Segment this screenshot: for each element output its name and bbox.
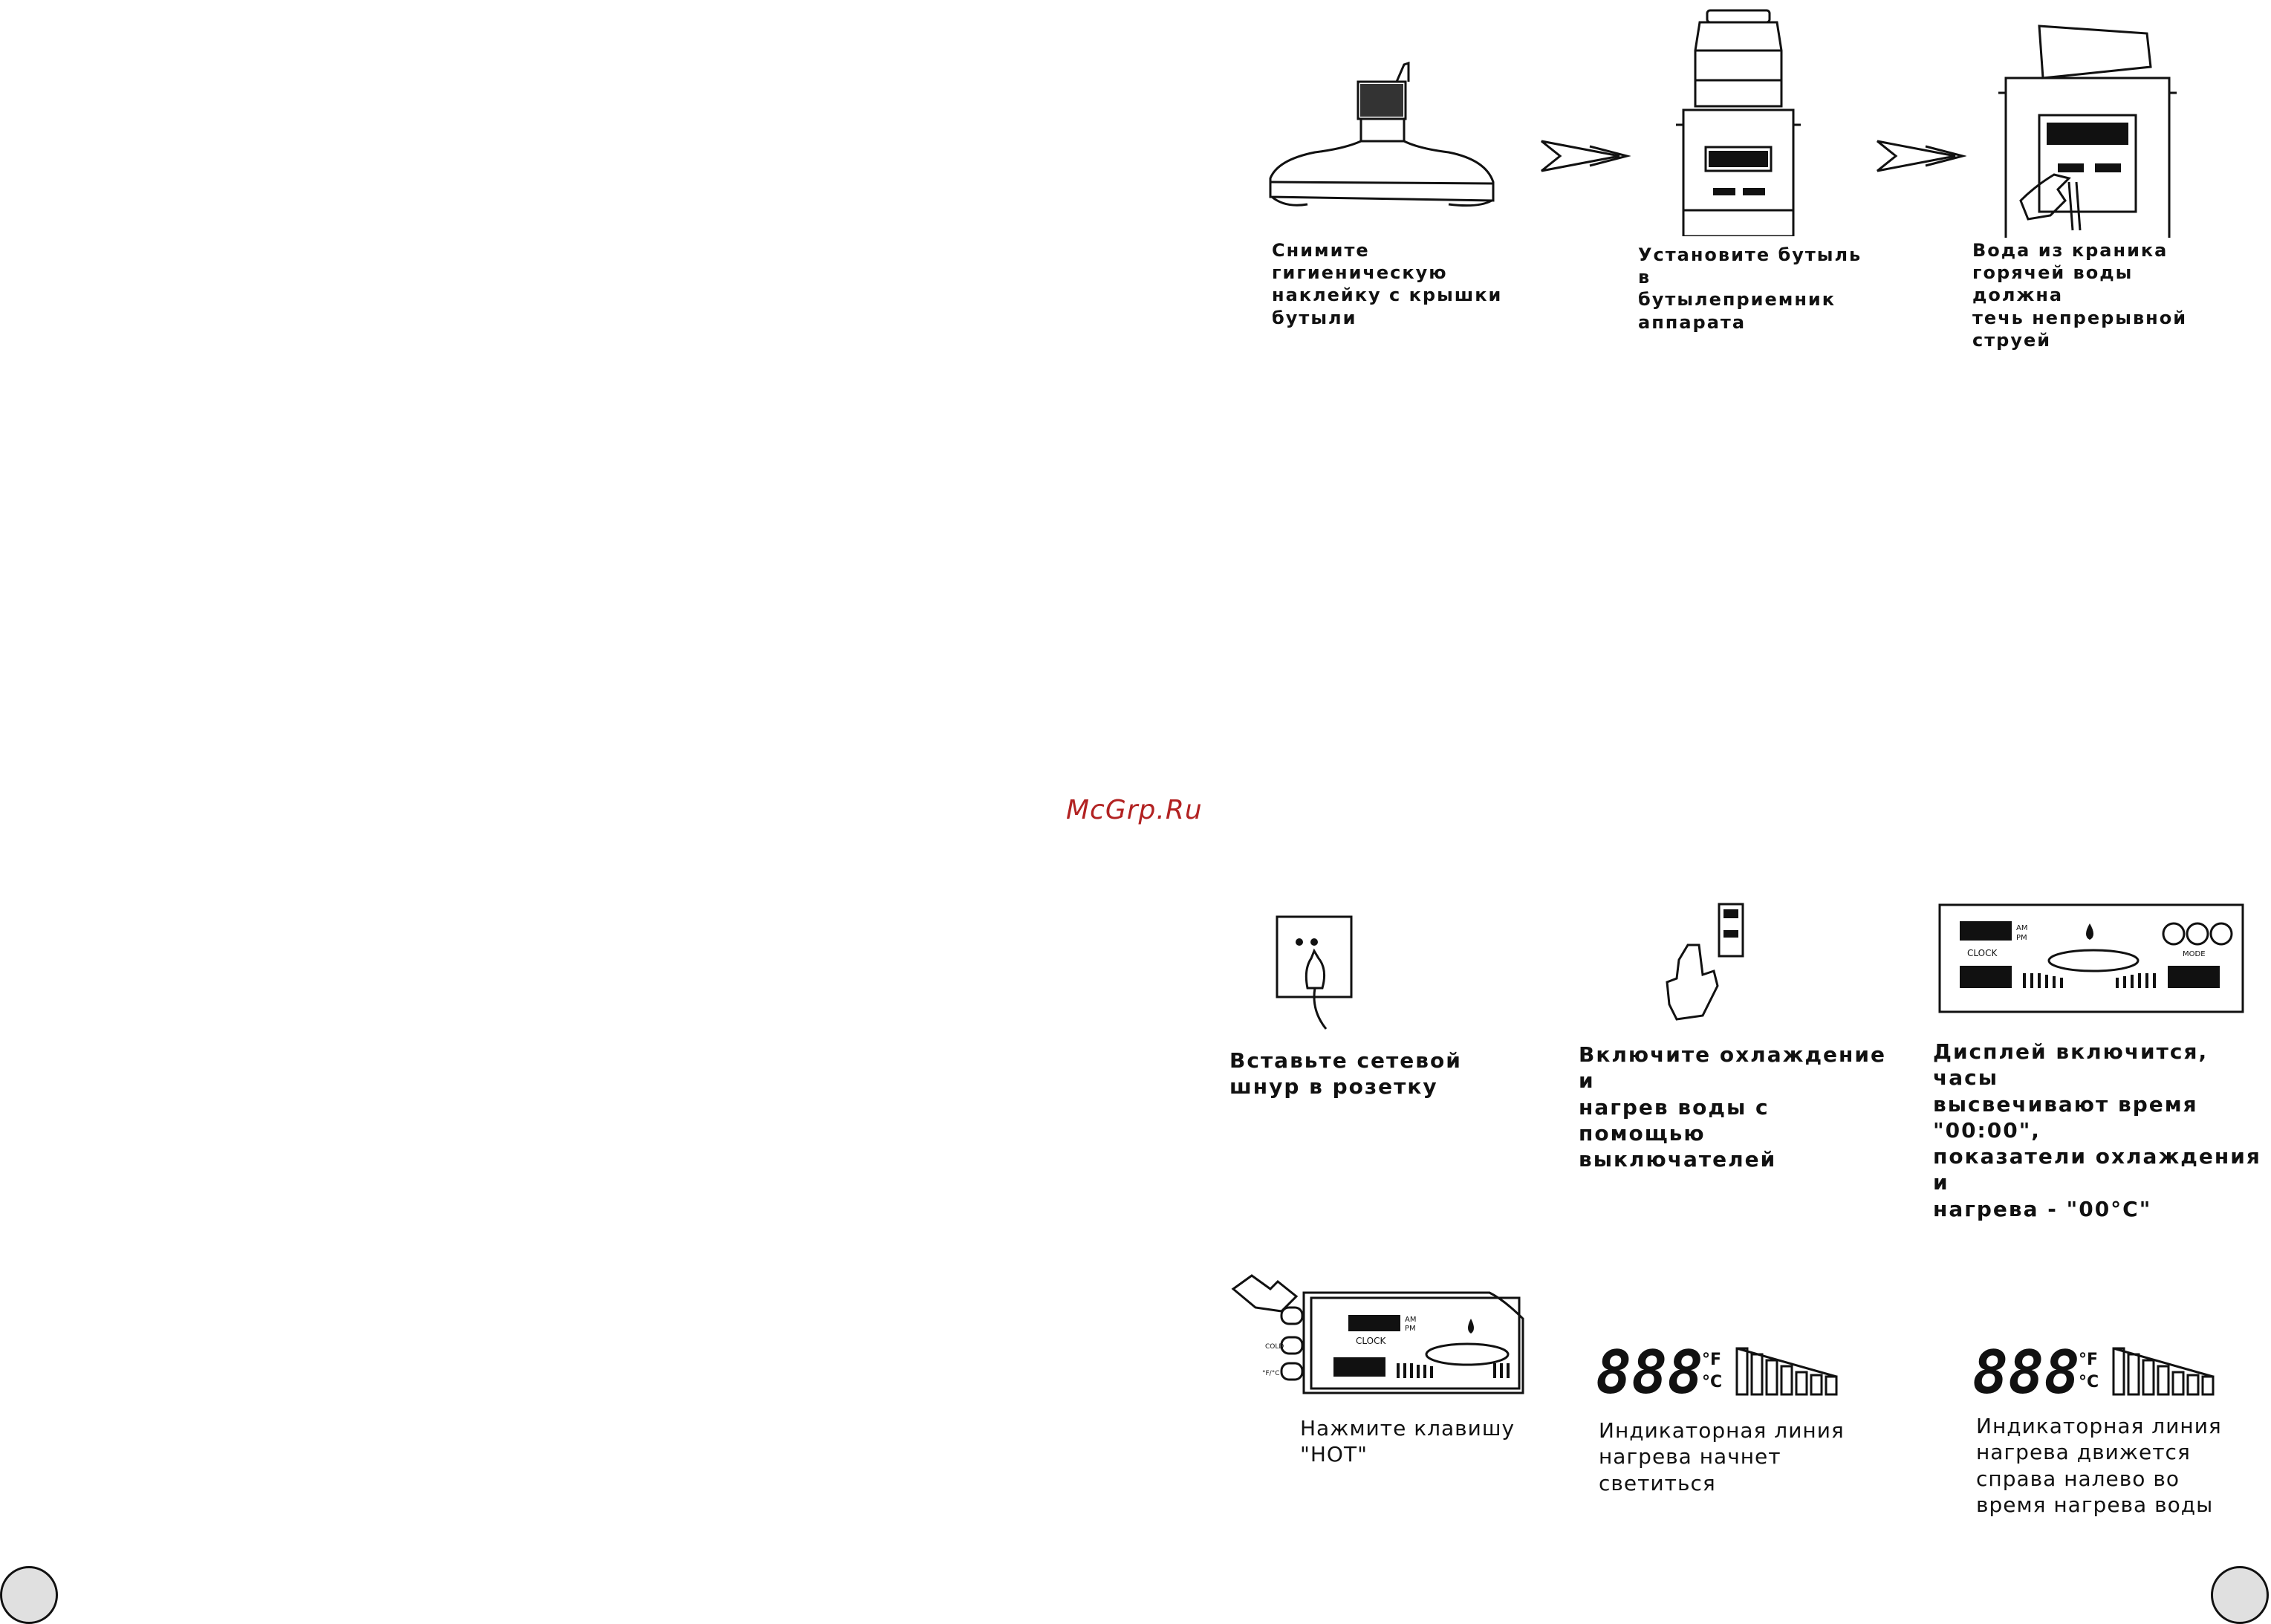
panel-am-label: AM <box>1405 1316 1417 1324</box>
arrow-right-icon <box>1874 137 1966 175</box>
step3-caption: Вода из краника горячей воды должна течь непрерывной струей <box>1972 240 2188 351</box>
hand-switch-illustration <box>1658 900 1747 1023</box>
am-label: AM <box>2016 924 2028 932</box>
step9-caption: Индикаторная линия нагрева движется справа налево во время нагрева воды <box>1976 1414 2222 1517</box>
watermark: McGrp.Ru <box>1066 795 1203 825</box>
unit-f-label: °F <box>2079 1351 2099 1369</box>
clock-label: CLOCK <box>1967 948 1998 958</box>
water-cooler-bottle-illustration <box>1671 6 1805 236</box>
step4-caption: Вставьте сетевой шнур в розетку <box>1229 1048 1462 1100</box>
step1-caption: Снимите гигиеническую наклейку с крышки бутыли <box>1272 240 1503 328</box>
panel-pm-label: PM <box>1405 1325 1416 1333</box>
digits-readout: 888 <box>1972 1341 2080 1400</box>
step7-caption: Нажмите клавишу "HOT" <box>1300 1416 1515 1467</box>
unit-c-label: °C <box>2079 1373 2099 1391</box>
step8-caption: Индикаторная линия нагрева начнет светиться <box>1599 1418 1845 1495</box>
arrow-right-icon <box>1538 137 1631 175</box>
page-corner-marker-right <box>2211 1566 2269 1624</box>
panel-clock-label: CLOCK <box>1356 1336 1386 1346</box>
power-socket-plug-illustration <box>1274 914 1356 1033</box>
lcd-display-illustration <box>1937 903 2246 1014</box>
step2-caption: Установите бутыль в бутылеприемник аппарата <box>1638 244 1862 333</box>
pm-label: PM <box>2016 934 2027 942</box>
panel-unit-label: °F/°C <box>1262 1370 1280 1377</box>
step5-caption: Включите охлаждение и нагрев воды с помощью выключателей <box>1579 1042 1887 1172</box>
step6-caption: Дисплей включится, часы высвечивают время "00:00", показатели охлаждения и нагрева - "00°C" <box>1933 1039 2261 1221</box>
water-cooler-tap-hand-illustration <box>1998 22 2177 238</box>
panel-cold-label: COLD <box>1265 1343 1284 1351</box>
heating-indicator-start-illustration <box>1596 1341 1852 1400</box>
digits-readout: 888 <box>1596 1341 1703 1400</box>
unit-c-label: °C <box>1702 1373 1723 1391</box>
bottle-cap-illustration <box>1263 56 1501 227</box>
page-corner-marker-left <box>0 1566 58 1624</box>
unit-f-label: °F <box>1702 1351 1722 1369</box>
mode-label: MODE <box>2183 950 2206 958</box>
heating-indicator-moving-illustration <box>1972 1341 2229 1400</box>
hot-button-panel-illustration <box>1229 1267 1527 1400</box>
